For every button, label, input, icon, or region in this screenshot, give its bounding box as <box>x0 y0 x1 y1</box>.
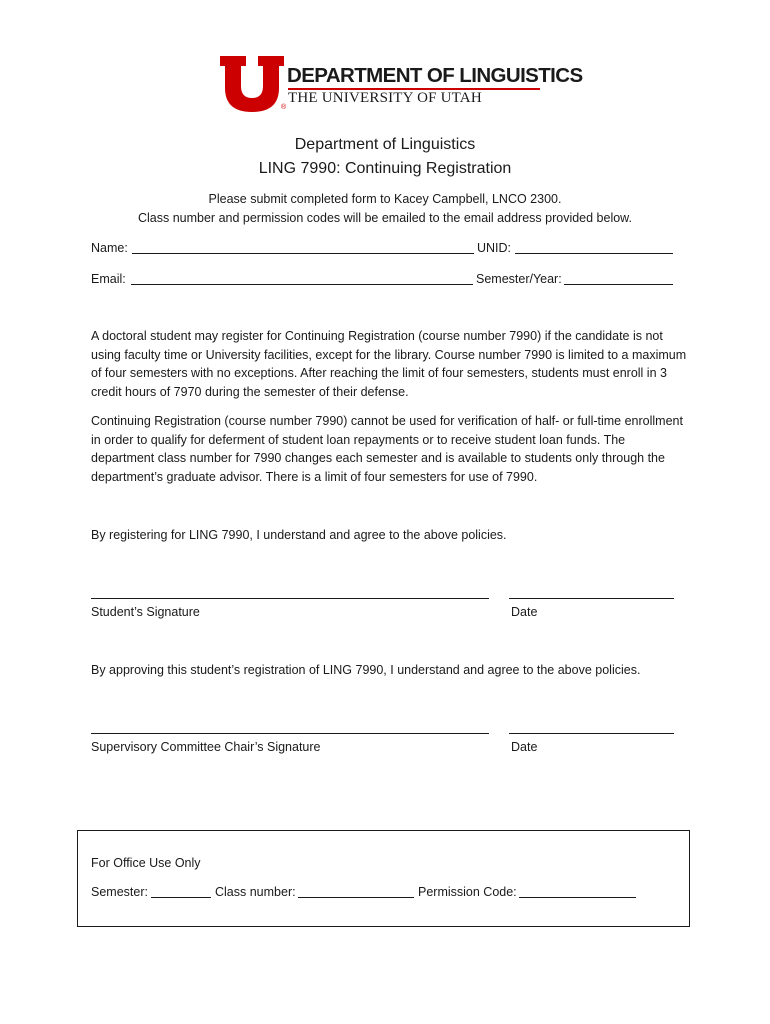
trademark-symbol: ® <box>281 104 287 111</box>
semester-year-label: Semester/Year: <box>476 272 562 286</box>
chair-date-label: Date <box>511 740 538 754</box>
office-class-number-label: Class number: <box>215 885 296 899</box>
office-semester-line[interactable] <box>151 897 211 898</box>
name-field-line[interactable] <box>132 253 474 254</box>
chair-signature-line[interactable] <box>91 733 489 734</box>
unid-field-line[interactable] <box>515 253 673 254</box>
office-permission-code-line[interactable] <box>519 897 636 898</box>
logo-university-name: THE UNIVERSITY OF UTAH <box>288 90 482 106</box>
policy-paragraph-2: Continuing Registration (course number 7990) cannot be used for verification of half- or full-time enrollment in order to qualify for deferment of student loan repayments or to receive student loan funds. The department class number for 7990 changes each semester and is available to students only through the department’s graduate advisor. There is a limit of four semesters for use of 7990. <box>91 414 683 484</box>
student-date-line[interactable] <box>509 598 674 599</box>
chair-date-line[interactable] <box>509 733 674 734</box>
email-instruction: Class number and permission codes will be emailed to the email address provided below. <box>137 211 632 225</box>
page-title: Department of Linguistics <box>294 136 476 153</box>
name-label: Name: <box>91 241 128 255</box>
university-logo <box>219 54 583 116</box>
office-permission-code-label: Permission Code: <box>418 885 517 899</box>
logo-department-name: DEPARTMENT OF LINGUISTICS <box>287 64 583 87</box>
office-use-box <box>77 830 690 927</box>
office-semester-label: Semester: <box>91 885 148 899</box>
semester-year-field-line[interactable] <box>564 284 673 285</box>
student-signature-line[interactable] <box>91 598 489 599</box>
student-signature-label: Student’s Signature <box>91 605 200 619</box>
email-label: Email: <box>91 272 126 286</box>
page-subtitle: LING 7990: Continuing Registration <box>258 160 512 177</box>
chair-approval-statement: By approving this student’s registration of LING 7990, I understand and agree to the above policies. <box>91 663 641 677</box>
policy-paragraph-1: A doctoral student may register for Continuing Registration (course number 7990) if the candidate is not using faculty time or University facilities, except for the library. Course number 7990 is limited to a maximum of four semesters with no exceptions. After reaching the limit of four semesters, students must enroll in 3 credit hours of 7970 during the semester of their defense. <box>91 329 687 399</box>
office-use-heading: For Office Use Only <box>91 856 201 870</box>
office-class-number-line[interactable] <box>298 897 414 898</box>
block-u-icon <box>219 54 285 116</box>
student-agreement-statement: By registering for LING 7990, I understand and agree to the above policies. <box>91 528 507 542</box>
chair-signature-label: Supervisory Committee Chair’s Signature <box>91 740 321 754</box>
submission-instruction: Please submit completed form to Kacey Campbell, LNCO 2300. <box>208 192 562 206</box>
student-date-label: Date <box>511 605 538 619</box>
unid-label: UNID: <box>477 241 512 255</box>
email-field-line[interactable] <box>131 284 473 285</box>
